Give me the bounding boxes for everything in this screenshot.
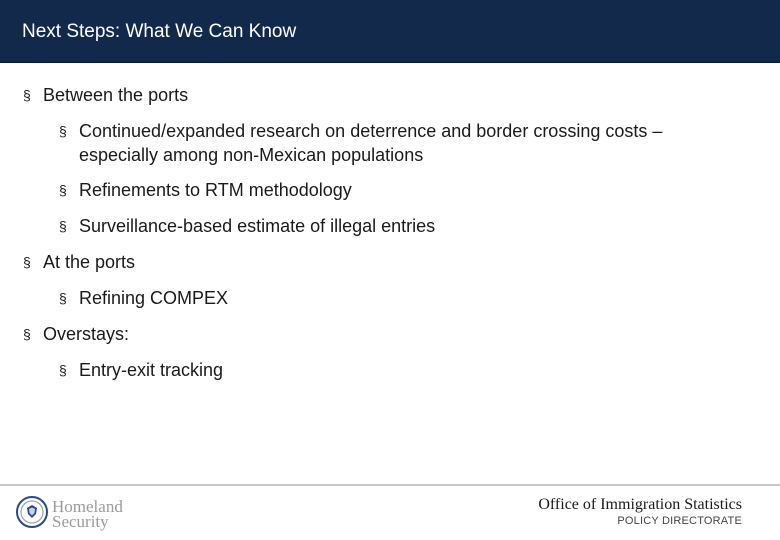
- bullet-marker: §: [59, 290, 67, 306]
- bullet-text: Entry-exit tracking: [79, 360, 224, 380]
- bullet-surveillance-estimate: [59, 214, 435, 238]
- organization-name: Office of Immigration Statistics: [538, 496, 742, 513]
- bullet-rtm-methodology: [59, 178, 352, 202]
- slide-title: Next Steps: What We Can Know: [22, 21, 297, 42]
- bullet-marker: §: [23, 326, 31, 342]
- logo-wordmark-line1: Homeland: [52, 497, 123, 516]
- logo-wordmark-line2: Security: [52, 512, 109, 531]
- bullet-marker: §: [23, 254, 31, 270]
- bullet-text: At the ports: [43, 252, 136, 272]
- bullet-between-ports: [23, 83, 188, 107]
- bullet-marker: §: [23, 87, 31, 103]
- bullet-overstays: [23, 322, 129, 346]
- bullet-text: Between the ports: [43, 85, 189, 105]
- bullet-text: Continued/expanded research on deterrence and border crossing costs – especially among non-Mexican populations: [79, 121, 663, 165]
- bullet-at-ports: [23, 250, 135, 274]
- bullet-marker: §: [59, 182, 67, 198]
- bullet-research-deterrence: [59, 119, 719, 167]
- bullet-marker: §: [59, 123, 67, 139]
- bullet-refining-compex: [59, 286, 228, 310]
- bullet-marker: §: [59, 218, 67, 234]
- directorate-name: POLICY DIRECTORATE: [617, 515, 742, 527]
- dhs-seal-icon: [16, 496, 48, 528]
- footer-divider: [0, 484, 780, 486]
- bullet-text: Refining COMPEX: [79, 288, 229, 308]
- bullet-text: Refinements to RTM methodology: [79, 180, 352, 200]
- bullet-marker: §: [59, 362, 67, 378]
- bullet-text: Surveillance-based estimate of illegal entries: [79, 216, 436, 236]
- bullet-text: Overstays:: [43, 324, 130, 344]
- bullet-entry-exit: [59, 358, 223, 382]
- title-bar: [0, 0, 780, 63]
